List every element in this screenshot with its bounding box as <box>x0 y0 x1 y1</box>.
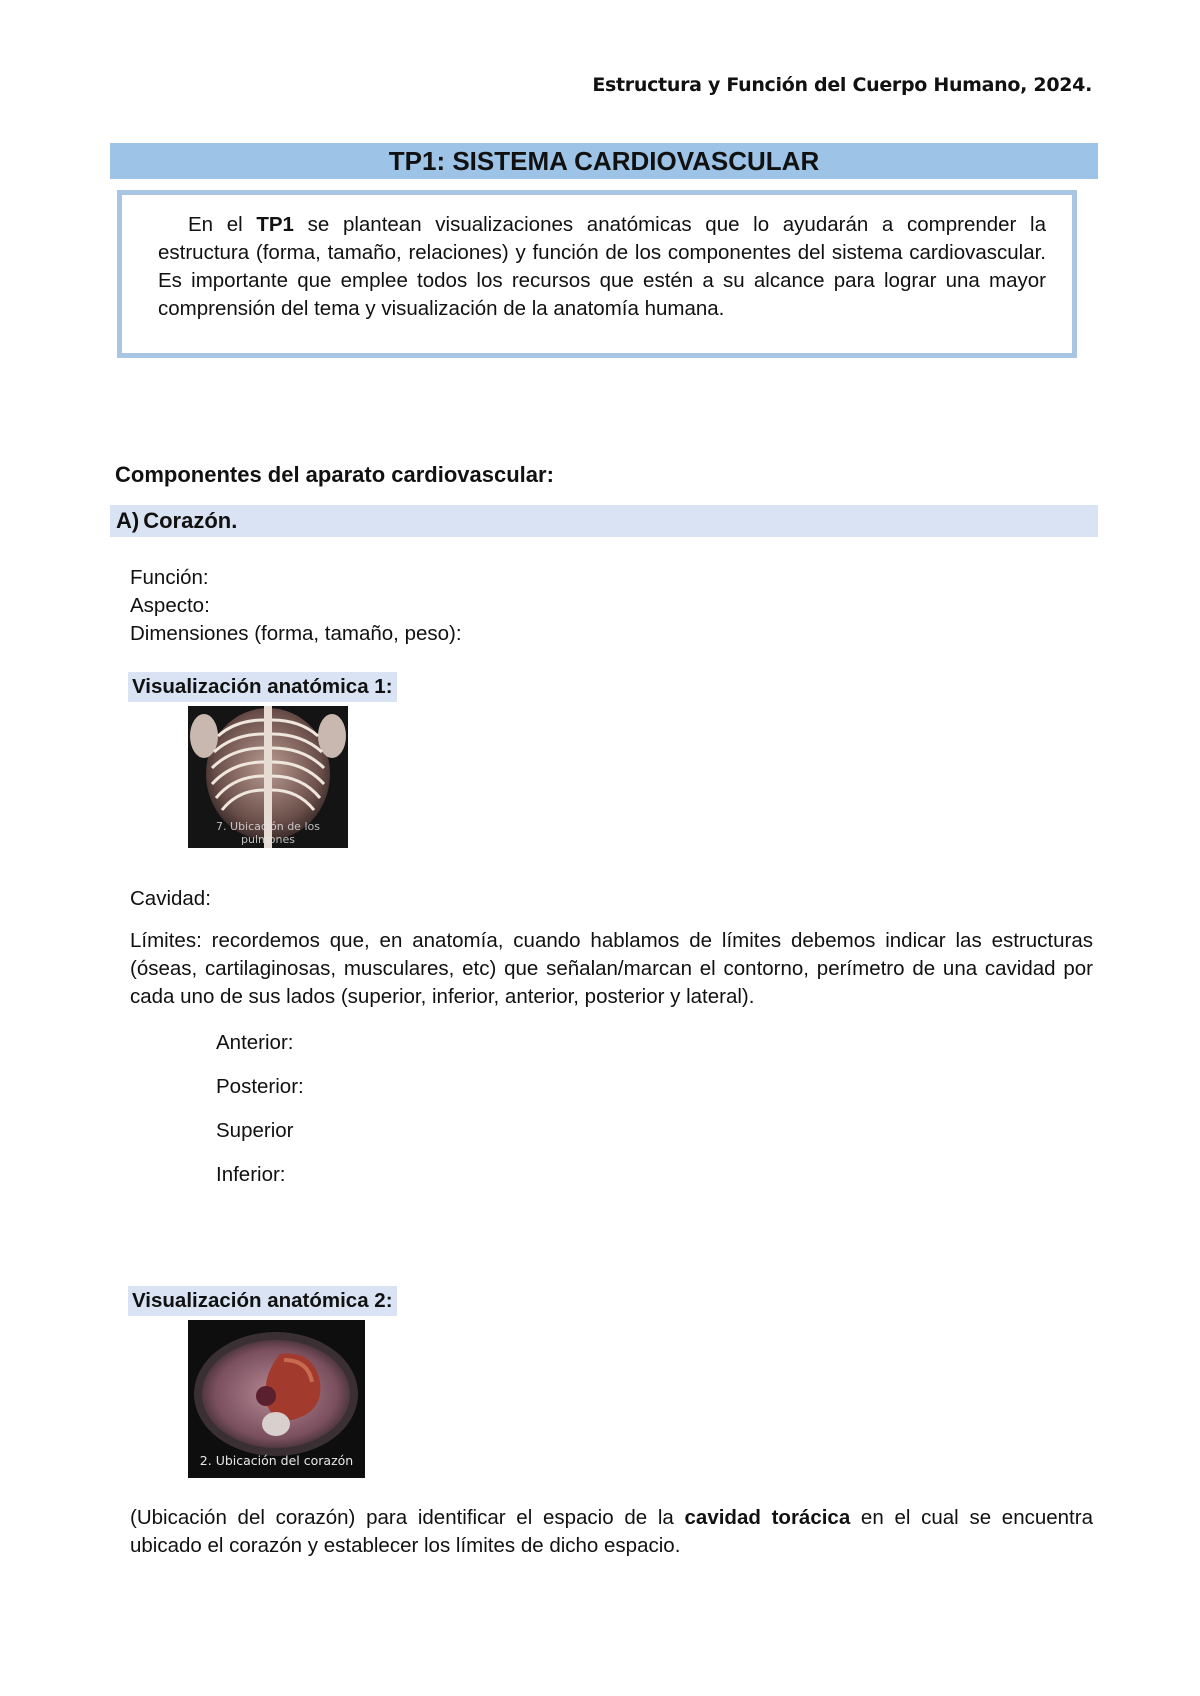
heart-location-image <box>188 1320 365 1478</box>
intro-box <box>117 190 1077 358</box>
section-heading: Componentes del aparato cardiovascular: <box>115 462 554 487</box>
field-funcion: Función: <box>130 566 209 589</box>
intro-bold: TP1 <box>256 213 294 236</box>
ubicacion-bold: cavidad torácica <box>684 1506 851 1529</box>
intro-paragraph <box>158 211 1046 323</box>
ubicacion-post: en el cual se encuentra ubicado el corazón y establecer los límites de dicho espacio. <box>130 1506 1093 1557</box>
viz2-image-caption: 2. Ubicación del corazón <box>199 1453 354 1468</box>
viz1-label: Visualización anatómica 1: <box>128 672 397 702</box>
course-header: Estructura y Función del Cuerpo Humano, 2024. <box>592 74 1092 96</box>
limit-anterior: Anterior: <box>216 1031 294 1054</box>
limit-superior: Superior <box>216 1119 294 1142</box>
subsection-letter: A) <box>116 508 140 533</box>
intro-post: se plantean visualizaciones anatómicas que lo ayudarán a comprender la estructura (forma, tamaño, relaciones) y función de los componentes del sistema cardiovascular. Es importante que emplee todos los recursos que estén a su alcance para lograr una mayor comprensión del tema y visualización de la anatomía humana. <box>158 213 1046 320</box>
limites-paragraph: Límites: recordemos que, en anatomía, cuando hablamos de límites debemos indicar las estructuras (óseas, cartilaginosas, musculares, etc) que señalan/marcan el contorno, perímetro de una cavidad por cada uno de sus lados (superior, inferior, anterior, posterior y lateral). <box>130 929 1093 1008</box>
field-aspecto: Aspecto: <box>130 594 210 617</box>
ubicacion-pre: (Ubicación del corazón) para identificar el espacio de la <box>130 1506 685 1529</box>
intro-pre: En el <box>188 213 257 236</box>
viz2-label: Visualización anatómica 2: <box>128 1286 397 1316</box>
viz1-image-caption: 7. Ubicación de los pulmones <box>216 820 320 846</box>
cavidad-label: Cavidad: <box>130 887 211 910</box>
page-title: TP1: SISTEMA CARDIOVASCULAR <box>110 143 1098 179</box>
subsection-title: Corazón. <box>143 508 238 533</box>
limit-inferior: Inferior: <box>216 1163 286 1186</box>
lungs-location-image <box>188 706 348 848</box>
ubicacion-paragraph <box>130 1504 1093 1560</box>
subsection-bar <box>110 505 1098 537</box>
limit-posterior: Posterior: <box>216 1075 304 1098</box>
field-dimensiones: Dimensiones (forma, tamaño, peso): <box>130 622 462 645</box>
